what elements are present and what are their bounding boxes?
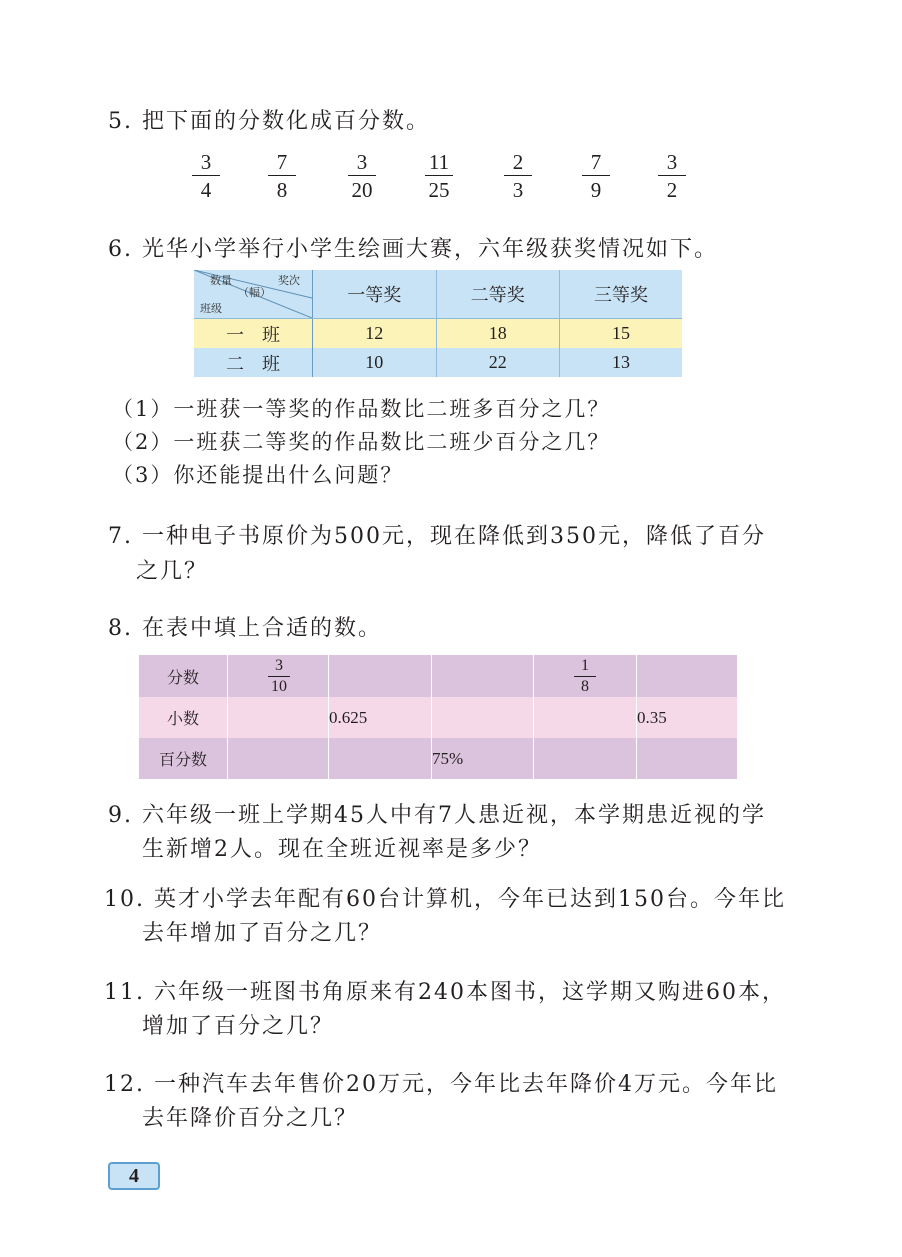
table-cell: 22 [436, 348, 560, 377]
fraction-item: 3 2 [650, 150, 694, 202]
table-cell [432, 697, 534, 738]
q6-subquestion-2: （2）一班获二等奖的作品数比二班少百分之几？ [112, 430, 611, 454]
question-6: 6. 光华小学举行小学生绘画大赛，六年级获奖情况如下。 [108, 237, 718, 262]
table-cell: 75% [432, 738, 534, 779]
conversion-table [139, 655, 737, 779]
page-number: 4 [108, 1162, 160, 1190]
question-5: 5. 把下面的分数化成百分数。 [108, 109, 430, 134]
row-label: 二 班 [194, 348, 313, 377]
q6-subquestion-1: （1）一班获一等奖的作品数比二班多百分之几？ [112, 397, 611, 421]
table-cell: 18 [436, 319, 560, 349]
table-cell [534, 655, 637, 697]
award-table [194, 270, 682, 377]
table-cell [637, 655, 738, 697]
header-third-prize: 三等奖 [560, 270, 682, 319]
table-cell [534, 697, 637, 738]
q6-subquestion-3: （3）你还能提出什么问题？ [112, 463, 404, 487]
row-label: 分数 [139, 655, 228, 697]
table-cell: 15 [560, 319, 682, 349]
question-8: 8. 在表中填上合适的数。 [108, 616, 382, 641]
table-cell [637, 738, 738, 779]
question-12-line-2: 去年降价百分之几？ [142, 1106, 359, 1131]
fraction-cell: $\frac{3}{10}$ [268, 657, 290, 696]
table-row-decimal [139, 697, 737, 738]
table-cell: 0.625 [329, 697, 432, 738]
corner-label-award: 奖次 [278, 274, 300, 287]
corner-label-quantity: 数量 [210, 274, 232, 287]
row-label: 小数 [139, 697, 228, 738]
table-row-percent [139, 738, 737, 779]
table-cell [329, 655, 432, 697]
fraction-cell: $\frac{1}{8}$ [574, 657, 596, 696]
fraction-item: 7 9 [574, 150, 618, 202]
table-cell: 13 [560, 348, 682, 377]
table-cell [329, 738, 432, 779]
fraction-item: 3 20 [340, 150, 384, 202]
question-12-line-1: 12. 一种汽车去年售价20万元，今年比去年降价4万元。今年比 [104, 1072, 778, 1097]
table-cell [432, 655, 534, 697]
question-9-line-2: 生新增2人。现在全班近视率是多少？ [142, 837, 542, 862]
header-second-prize: 二等奖 [436, 270, 560, 319]
question-10-line-1: 10. 英才小学去年配有60台计算机，今年已达到150台。今年比 [104, 887, 786, 912]
fraction-item: 7 8 [260, 150, 304, 202]
fraction-item: 11 25 [417, 150, 461, 202]
table-row-fraction [139, 655, 737, 697]
table-corner-header [194, 270, 313, 319]
question-11-line-2: 增加了百分之几？ [142, 1014, 335, 1039]
question-7-line-1: 7. 一种电子书原价为500元，现在降低到350元，降低了百分 [108, 524, 766, 549]
fraction-item: 3 4 [184, 150, 228, 202]
table-cell: 12 [313, 319, 437, 349]
question-7-line-2: 之几？ [136, 559, 209, 584]
corner-label-unit: （幅） [238, 286, 271, 299]
row-label: 百分数 [139, 738, 228, 779]
header-first-prize: 一等奖 [313, 270, 437, 319]
table-row [194, 348, 682, 377]
table-row [194, 319, 682, 349]
fraction-list [180, 150, 720, 206]
question-11-line-1: 11. 六年级一班图书角原来有240本图书，这学期又购进60本， [104, 980, 786, 1005]
question-10-line-2: 去年增加了百分之几？ [142, 921, 383, 946]
question-9-line-1: 9. 六年级一班上学期45人中有7人患近视，本学期患近视的学 [108, 803, 766, 828]
table-cell: 10 [313, 348, 437, 377]
table-cell [228, 655, 329, 697]
table-cell [228, 738, 329, 779]
fraction-item: 2 3 [496, 150, 540, 202]
table-cell [534, 738, 637, 779]
table-cell: 0.35 [637, 697, 738, 738]
corner-label-class: 班级 [200, 302, 222, 315]
table-cell [228, 697, 329, 738]
row-label: 一 班 [194, 319, 313, 349]
